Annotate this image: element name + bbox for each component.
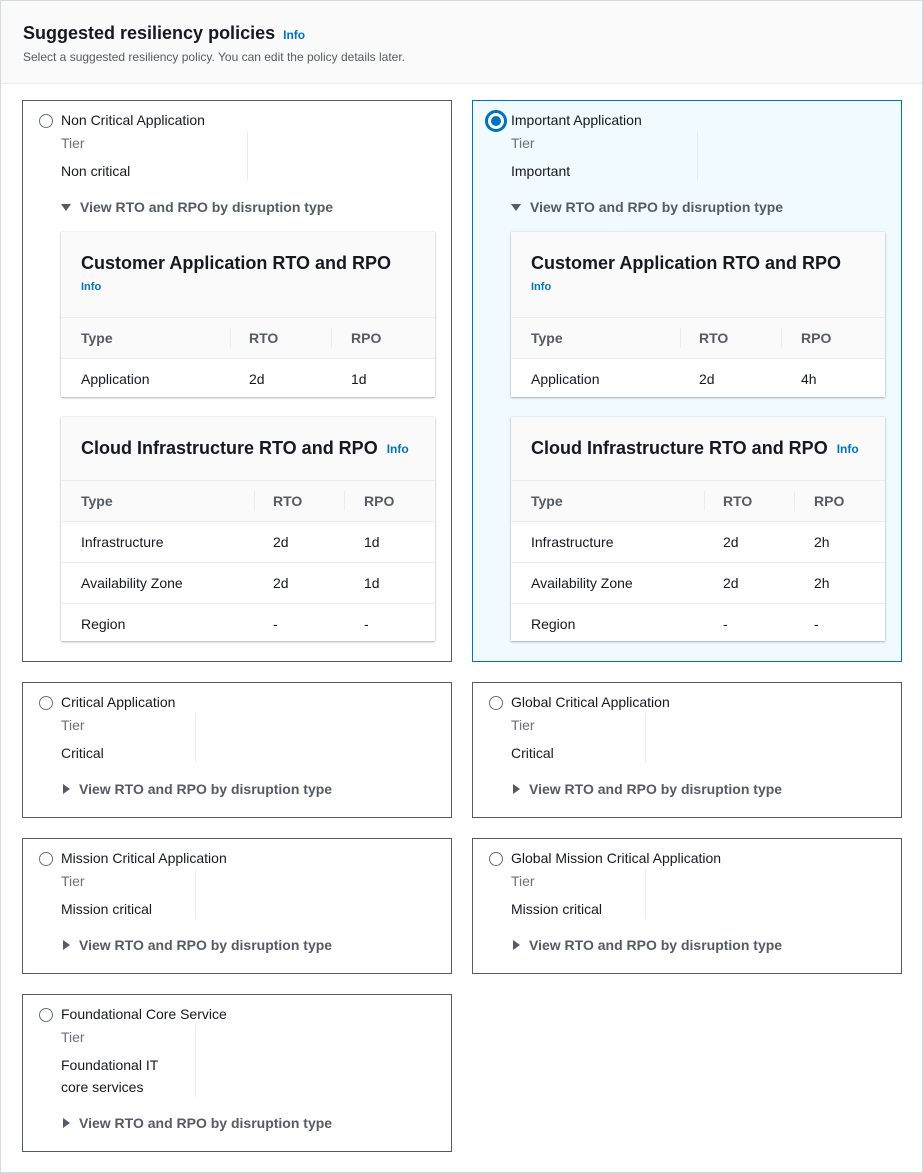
tier-divider <box>645 869 646 919</box>
col-rto: RTO <box>723 493 753 509</box>
col-separator <box>344 491 345 511</box>
caret-right-icon <box>513 940 520 950</box>
cell-type: Region <box>81 616 126 632</box>
radio-important-selected[interactable] <box>485 110 507 132</box>
page-subtitle: Select a suggested resiliency policy. You can edit the policy details later. <box>23 50 406 64</box>
tier-divider <box>247 131 248 181</box>
tier-label: Tier <box>511 717 535 733</box>
rto-rpo-expander[interactable] <box>511 937 782 953</box>
radio-mission-critical[interactable] <box>39 852 53 866</box>
expander-label: View RTO and RPO by disruption type <box>80 199 334 215</box>
col-type: Type <box>531 330 563 346</box>
policy-name: Mission Critical Application <box>61 850 227 866</box>
caret-right-icon <box>63 940 70 950</box>
rto-rpo-expander[interactable] <box>61 781 332 797</box>
tier-value-line: core services <box>61 1079 144 1095</box>
expander-label: View RTO and RPO by disruption type <box>79 1115 333 1131</box>
header-info-link[interactable]: Info <box>283 28 306 42</box>
panel-title: Cloud Infrastructure RTO and RPO <box>531 438 828 458</box>
col-rto: RTO <box>699 330 729 346</box>
cell-rto: 2d <box>723 575 739 591</box>
tier-value: Critical <box>61 745 104 761</box>
cloud-infra-rto-rpo-panel <box>61 417 435 641</box>
cell-rpo: 1d <box>364 534 380 550</box>
policy-name: Important Application <box>511 112 642 128</box>
radio-non-critical[interactable] <box>39 114 53 128</box>
panel-title: Cloud Infrastructure RTO and RPO <box>81 438 378 458</box>
col-rto: RTO <box>249 330 279 346</box>
cell-rto: - <box>273 616 278 632</box>
caret-down-icon <box>511 204 521 211</box>
expander-label: View RTO and RPO by disruption type <box>79 781 333 797</box>
rto-rpo-expander[interactable] <box>511 199 783 215</box>
tier-label: Tier <box>511 135 535 151</box>
col-separator <box>704 491 705 511</box>
col-type: Type <box>531 493 563 509</box>
cell-rto: 2d <box>699 371 715 387</box>
tier-divider <box>195 1025 196 1097</box>
cell-rto: - <box>723 616 728 632</box>
policy-card-mission-critical[interactable] <box>22 838 452 974</box>
expander-label: View RTO and RPO by disruption type <box>530 199 784 215</box>
panel-info-link[interactable]: Info <box>386 441 409 456</box>
caret-right-icon <box>513 784 520 794</box>
radio-foundational-core[interactable] <box>39 1008 53 1022</box>
table-row <box>511 359 885 399</box>
tier-label: Tier <box>511 873 535 889</box>
cell-rpo: - <box>364 616 369 632</box>
col-separator <box>254 491 255 511</box>
radio-critical[interactable] <box>39 696 53 710</box>
caret-right-icon <box>63 1118 70 1128</box>
col-separator <box>680 328 681 348</box>
customer-app-rto-rpo-panel <box>61 232 435 397</box>
col-type: Type <box>81 493 113 509</box>
tier-label: Tier <box>61 1029 85 1045</box>
tier-label: Tier <box>61 717 85 733</box>
tier-value: Critical <box>511 745 554 761</box>
policy-card-non-critical[interactable] <box>22 100 452 662</box>
cell-rpo: 1d <box>351 371 367 387</box>
col-separator <box>230 328 231 348</box>
tier-value: Mission critical <box>511 901 603 917</box>
rto-rpo-expander[interactable] <box>61 937 332 953</box>
cell-type: Infrastructure <box>81 534 164 550</box>
policy-name: Global Critical Application <box>511 694 670 710</box>
cell-type: Availability Zone <box>531 575 633 591</box>
rto-rpo-expander[interactable] <box>61 199 333 215</box>
table-header-row <box>61 318 435 359</box>
panel-info-link[interactable]: Info <box>81 281 102 293</box>
col-separator <box>781 328 782 348</box>
customer-app-rto-rpo-panel <box>511 232 885 397</box>
tier-value: Mission critical <box>61 901 153 917</box>
policy-card-foundational-core[interactable] <box>22 994 452 1152</box>
cloud-infra-rto-rpo-panel <box>511 417 885 641</box>
col-separator <box>331 328 332 348</box>
panel-title: Customer Application RTO and RPO <box>531 253 842 273</box>
rto-rpo-expander[interactable] <box>61 1115 332 1131</box>
table-row <box>511 604 885 644</box>
panel-info-link[interactable]: Info <box>836 441 859 456</box>
policy-card-critical[interactable] <box>22 682 452 818</box>
cell-rto: 2d <box>723 534 739 550</box>
cell-type: Availability Zone <box>81 575 183 591</box>
table-row <box>61 522 435 563</box>
table-row <box>511 522 885 563</box>
table-row <box>61 604 435 644</box>
section-header <box>1 1 922 84</box>
cell-type: Infrastructure <box>531 534 614 550</box>
rto-rpo-expander[interactable] <box>511 781 782 797</box>
tier-divider <box>195 713 196 763</box>
page-title: Suggested resiliency policies <box>23 23 276 43</box>
caret-right-icon <box>63 784 70 794</box>
tier-divider <box>645 713 646 763</box>
tier-label: Tier <box>61 873 85 889</box>
panel-title: Customer Application RTO and RPO <box>81 253 392 273</box>
policy-card-global-mission-critical[interactable] <box>472 838 902 974</box>
cell-rto: 2d <box>273 534 289 550</box>
table-header-row <box>511 481 885 522</box>
tier-label: Tier <box>61 135 85 151</box>
cell-rto: 2d <box>249 371 265 387</box>
policy-name: Foundational Core Service <box>61 1006 227 1022</box>
radio-global-mission-critical[interactable] <box>489 852 503 866</box>
policy-card-important[interactable] <box>472 100 902 662</box>
policy-name: Critical Application <box>61 694 176 710</box>
col-rpo: RPO <box>364 493 395 509</box>
cell-type: Application <box>531 371 600 387</box>
cell-rpo: - <box>814 616 819 632</box>
table-row <box>61 563 435 604</box>
policy-card-global-critical[interactable] <box>472 682 902 818</box>
cell-rpo: 2h <box>814 534 830 550</box>
cell-rpo: 1d <box>364 575 380 591</box>
tier-value <box>61 1054 158 1098</box>
cell-rto: 2d <box>273 575 289 591</box>
expander-label: View RTO and RPO by disruption type <box>529 781 783 797</box>
table-header-row <box>511 318 885 359</box>
table-row <box>61 359 435 399</box>
col-rto: RTO <box>273 493 303 509</box>
policy-name: Global Mission Critical Application <box>511 850 722 866</box>
cell-rpo: 2h <box>814 575 830 591</box>
cell-type: Application <box>81 371 150 387</box>
cell-type: Region <box>531 616 576 632</box>
tier-divider <box>195 869 196 919</box>
col-rpo: RPO <box>814 493 845 509</box>
col-rpo: RPO <box>351 330 382 346</box>
table-header-row <box>61 481 435 522</box>
tier-value: Important <box>511 163 571 179</box>
table-row <box>511 563 885 604</box>
cell-rpo: 4h <box>801 371 817 387</box>
tier-divider <box>697 131 698 181</box>
panel-info-link[interactable]: Info <box>531 281 552 293</box>
caret-down-icon <box>61 204 71 211</box>
col-rpo: RPO <box>801 330 832 346</box>
radio-global-critical[interactable] <box>489 696 503 710</box>
tier-value: Non critical <box>61 163 131 179</box>
expander-label: View RTO and RPO by disruption type <box>529 937 783 953</box>
policy-name: Non Critical Application <box>61 112 205 128</box>
expander-label: View RTO and RPO by disruption type <box>79 937 333 953</box>
tier-value-line: Foundational IT <box>61 1057 159 1073</box>
col-type: Type <box>81 330 113 346</box>
col-separator <box>794 491 795 511</box>
